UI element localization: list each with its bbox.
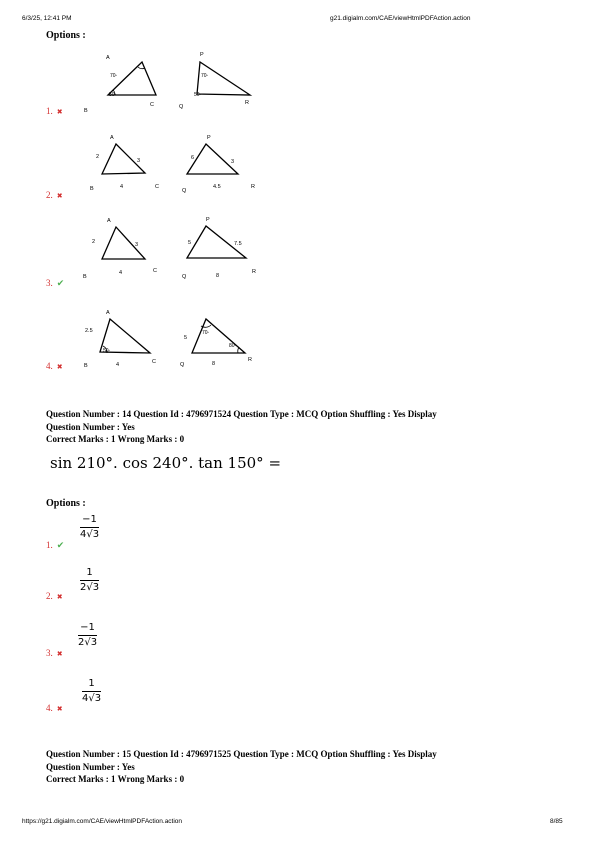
denominator: 4√3 — [80, 529, 100, 540]
print-datetime: 6/3/25, 12:41 PM — [22, 15, 72, 22]
question-info-line: Question Number : 14 Question Id : 4796971524 Question Type : MCQ Option Shuffling : Yes Display — [46, 409, 437, 419]
vertex-q: Q — [179, 104, 184, 110]
option-4-number — [46, 703, 63, 713]
vertex-b: B — [84, 108, 88, 114]
option-3-fraction — [78, 622, 97, 648]
numerator: −1 — [80, 622, 95, 633]
wrong-icon: ✖ — [56, 363, 63, 371]
angle-r: 80◦ — [229, 343, 237, 349]
vertex-q: Q — [180, 362, 185, 368]
option-4-number — [46, 361, 63, 371]
vertex-p: P — [200, 52, 204, 58]
vertex-p: P — [207, 135, 211, 141]
vertex-r: R — [248, 357, 252, 363]
option-number: 4. — [46, 703, 53, 713]
question-info-line: Correct Marks : 1 Wrong Marks : 0 — [46, 434, 185, 444]
fraction-bar — [78, 635, 97, 636]
option-number: 1. — [46, 540, 53, 550]
side-qr: 4.5 — [213, 184, 221, 190]
vertex-b: B — [83, 274, 87, 280]
vertex-r: R — [245, 100, 249, 106]
vertex-a: A — [110, 135, 114, 141]
side-qr: 8 — [212, 361, 216, 367]
question-info-line: Question Number : 15 Question Id : 4796971525 Question Type : MCQ Option Shuffling : Yes Display — [46, 749, 437, 759]
option-4-fraction — [82, 678, 101, 704]
triangle-abc — [102, 227, 145, 259]
question-14-info — [46, 408, 566, 446]
vertex-q: Q — [182, 274, 187, 280]
vertex-a: A — [106, 310, 110, 316]
wrong-icon: ✖ — [56, 705, 63, 713]
fraction-bar — [80, 580, 99, 581]
angle-b: 50◦ — [103, 348, 111, 354]
numerator: 1 — [88, 678, 95, 689]
question-info-line: Question Number : Yes — [46, 761, 135, 772]
correct-icon: ✔ — [56, 540, 65, 550]
side-pr: 3 — [231, 159, 235, 165]
option-number: 3. — [46, 278, 53, 288]
side-ab: 2 — [96, 154, 100, 160]
question-info-line: Correct Marks : 1 Wrong Marks : 0 — [46, 774, 185, 784]
vertex-c: C — [153, 268, 157, 274]
vertex-q: Q — [182, 188, 187, 194]
option-1-fraction — [80, 514, 99, 540]
vertex-b: B — [84, 363, 88, 369]
side-bc: 4 — [120, 184, 124, 190]
option-3-number — [46, 278, 64, 289]
side-ab: 2.5 — [85, 328, 93, 334]
option-2-number — [46, 591, 63, 601]
side-pq: 5 — [188, 240, 192, 246]
vertex-c: C — [152, 359, 156, 365]
vertex-r: R — [252, 269, 256, 275]
option-2-fraction — [80, 567, 99, 593]
question-14-text: sin 210°. cos 240°. tan 150° = — [50, 454, 282, 472]
wrong-icon: ✖ — [56, 650, 63, 658]
option-4-figure — [80, 305, 280, 375]
vertex-p: P — [206, 217, 210, 223]
numerator: −1 — [82, 514, 97, 525]
option-number: 1. — [46, 106, 53, 116]
angle-q: 50◦ — [194, 92, 202, 98]
vertex-r: R — [251, 184, 255, 190]
option-2-number — [46, 190, 63, 200]
wrong-icon: ✖ — [56, 192, 63, 200]
denominator: 2√3 — [78, 637, 98, 648]
option-number: 4. — [46, 361, 53, 371]
side-bc: 4 — [116, 362, 120, 368]
side-ac: 3 — [137, 158, 141, 164]
option-1-number — [46, 106, 63, 116]
vertex-a: A — [106, 55, 110, 61]
triangle-pqr — [192, 319, 245, 353]
print-url: g21.digialm.com/CAE/viewHtmlPDFAction.action — [330, 15, 471, 22]
vertex-c: C — [150, 102, 154, 108]
question-15-info — [46, 748, 566, 786]
option-number: 2. — [46, 591, 53, 601]
side-pr: 7.5 — [234, 241, 242, 247]
side-ac: 3 — [135, 242, 139, 248]
option-1-number — [46, 540, 64, 551]
footer-url: https://g21.digialm.com/CAE/viewHtmlPDFAction.action — [22, 818, 183, 825]
angle-p: 70◦ — [202, 330, 210, 336]
option-number: 3. — [46, 648, 53, 658]
option-1-figure — [80, 48, 280, 118]
numerator: 1 — [86, 567, 93, 578]
option-3-number — [46, 648, 63, 658]
vertex-c: C — [155, 184, 159, 190]
vertex-b: B — [90, 186, 94, 192]
options-label: Options : — [46, 30, 86, 41]
denominator: 4√3 — [82, 693, 102, 704]
side-pq: 6 — [191, 155, 195, 161]
angle-b: 50◦ — [109, 92, 117, 98]
side-pq: 5 — [184, 335, 188, 341]
fraction-bar — [80, 527, 99, 528]
page-number: 8/85 — [550, 818, 563, 825]
vertex-a: A — [107, 218, 111, 224]
wrong-icon: ✖ — [56, 593, 63, 601]
angle-p: 70◦ — [201, 73, 209, 79]
option-2-figure — [80, 130, 280, 200]
fraction-bar — [82, 691, 101, 692]
option-number: 2. — [46, 190, 53, 200]
option-3-figure — [80, 212, 280, 282]
options-label: Options : — [46, 498, 86, 509]
side-bc: 4 — [119, 270, 123, 276]
angle-a: 70◦ — [110, 73, 118, 79]
question-info-line: Question Number : Yes — [46, 421, 135, 432]
wrong-icon: ✖ — [56, 108, 63, 116]
denominator: 2√3 — [80, 582, 100, 593]
side-qr: 8 — [216, 273, 220, 279]
correct-icon: ✔ — [56, 278, 65, 288]
side-ab: 2 — [92, 239, 96, 245]
